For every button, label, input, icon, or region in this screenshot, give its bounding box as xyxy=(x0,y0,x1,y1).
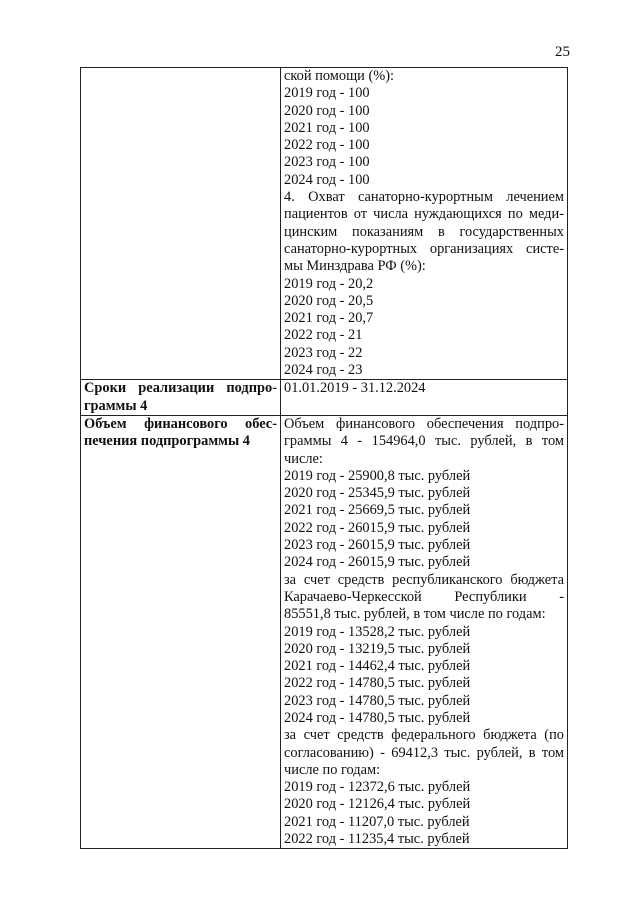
value-line: 2022 год - 21 xyxy=(284,327,363,344)
label-line: Объем финансового обес- xyxy=(84,415,277,432)
value-line: пациентов от числа нуждающихся по меди- xyxy=(284,206,564,223)
value-line: Объем финансового обеспечения подпро- xyxy=(284,415,564,432)
value-line: 2022 год - 26015,9 тыс. рублей xyxy=(284,519,471,536)
value-line: 2019 год - 25900,8 тыс. рублей xyxy=(284,467,471,484)
value-line: 85551,8 тыс. рублей, в том числе по годам: xyxy=(284,606,546,623)
value-line: 2023 год - 14780,5 тыс. рублей xyxy=(284,692,471,709)
label-line: печения подпрограммы 4 xyxy=(84,433,250,450)
table-body xyxy=(81,68,568,849)
value-line: 2020 год - 100 xyxy=(284,102,370,119)
value-line: 2024 год - 100 xyxy=(284,171,370,188)
row-value-cell xyxy=(281,68,568,380)
row-value-cell xyxy=(281,380,568,416)
indicators-continuation-row xyxy=(81,68,568,380)
value-line: 01.01.2019 - 31.12.2024 xyxy=(284,380,426,397)
page-number: 25 xyxy=(555,44,570,60)
row-label-cell xyxy=(81,68,281,380)
value-line: 2023 год - 22 xyxy=(284,344,363,361)
row-label-cell xyxy=(81,415,281,848)
value-line: 2021 год - 25669,5 тыс. рублей xyxy=(284,502,471,519)
value-line: 2024 год - 23 xyxy=(284,362,363,379)
value-line: числе: xyxy=(284,450,323,467)
value-line: 2021 год - 11207,0 тыс. рублей xyxy=(284,813,470,830)
implementation-period-row xyxy=(81,380,568,416)
value-line: за счет средств федерального бюджета (по xyxy=(284,727,564,744)
value-line: цинским показаниям в государственных xyxy=(284,223,564,240)
value-line: Карачаево-Черкесской Республики - xyxy=(284,588,564,605)
value-line: 2022 год - 14780,5 тыс. рублей xyxy=(284,675,471,692)
value-line: санаторно-курортных организациях систе- xyxy=(284,240,564,257)
value-line: 2021 год - 14462,4 тыс. рублей xyxy=(284,658,471,675)
value-line: 2024 год - 14780,5 тыс. рублей xyxy=(284,709,471,726)
value-line: 4. Охват санаторно-курортным лечением xyxy=(284,189,564,206)
value-line: 2023 год - 26015,9 тыс. рублей xyxy=(284,537,471,554)
value-line: числе по годам: xyxy=(284,761,381,778)
value-line: 2022 год - 100 xyxy=(284,137,370,154)
value-line: 2020 год - 20,5 xyxy=(284,292,374,309)
value-line: 2022 год - 11235,4 тыс. рублей xyxy=(284,831,470,848)
value-line: 2021 год - 100 xyxy=(284,119,370,136)
subprogram-passport-table xyxy=(80,67,568,849)
row-value-cell xyxy=(281,415,568,848)
value-line: 2019 год - 12372,6 тыс. рублей xyxy=(284,779,471,796)
value-line: 2021 год - 20,7 xyxy=(284,310,374,327)
value-line: ской помощи (%): xyxy=(284,68,395,84)
value-line: 2024 год - 26015,9 тыс. рублей xyxy=(284,554,471,571)
financing-volume-row xyxy=(81,415,568,848)
label-line: граммы 4 xyxy=(84,397,148,414)
value-line: 2019 год - 100 xyxy=(284,85,370,102)
label-line: Сроки реализации подпро- xyxy=(84,380,277,397)
value-line: 2020 год - 12126,4 тыс. рублей xyxy=(284,796,471,813)
value-line: 2023 год - 100 xyxy=(284,154,370,171)
value-line: 2019 год - 20,2 xyxy=(284,275,374,292)
value-line: мы Минздрава РФ (%): xyxy=(284,258,426,275)
value-line: за счет средств республиканского бюджета xyxy=(284,571,564,588)
row-label-cell xyxy=(81,380,281,416)
value-line: 2020 год - 25345,9 тыс. рублей xyxy=(284,485,471,502)
value-line: 2019 год - 13528,2 тыс. рублей xyxy=(284,623,471,640)
value-line: согласованию) - 69412,3 тыс. рублей, в том xyxy=(284,744,564,761)
value-line: граммы 4 - 154964,0 тыс. рублей, в том xyxy=(284,433,564,450)
value-line: 2020 год - 13219,5 тыс. рублей xyxy=(284,640,471,657)
